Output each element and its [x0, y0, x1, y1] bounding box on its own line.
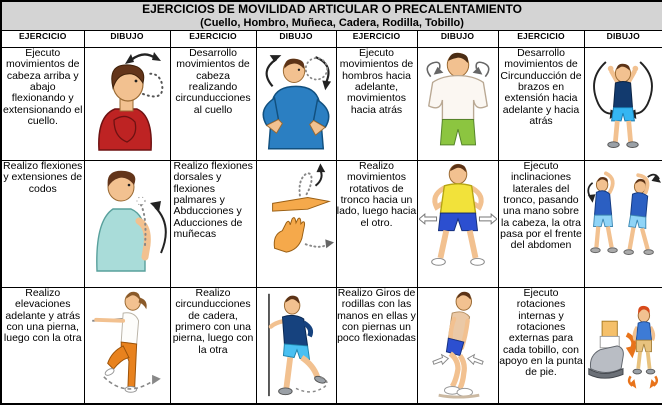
column-header-ejercicio-4: EJERCICIO: [498, 31, 584, 48]
page-title: EJERCICIOS DE MOVILIDAD ARTICULAR O PRECALENTAMIENTO: [142, 2, 522, 17]
trunk-rotation-drawing: [419, 161, 497, 273]
drawing-cell: [584, 161, 662, 288]
exercise-text-cell: Realizo flexiones y extensiones de codos: [1, 161, 84, 288]
table-row: [1, 161, 662, 288]
column-header-ejercicio-1: EJERCICIO: [1, 31, 84, 48]
neck-circumduction-drawing: [257, 48, 335, 152]
hip-circumduction-drawing: [257, 288, 335, 400]
page-subtitle: (Cuello, Hombro, Muñeca, Cadera, Rodilla, Tobillo): [200, 16, 464, 29]
drawing-cell: [84, 48, 170, 161]
drawing-cell: [256, 48, 336, 161]
column-header-dibujo-4: DIBUJO: [584, 31, 662, 48]
exercise-text-cell: Realizo circunducciones de cadera, primero con una pierna, luego con la otra: [170, 288, 256, 404]
column-header-ejercicio-3: EJERCICIO: [336, 31, 417, 48]
exercise-text-cell: Realizo flexiones dorsales y flexiones palmares y Abducciones y Aducciones de muñecas: [170, 161, 256, 288]
knee-circles-drawing: [419, 288, 497, 400]
drawing-cell: [256, 288, 336, 404]
drawing-cell: [584, 48, 662, 161]
table-row: [1, 288, 662, 404]
exercise-text-cell: Desarrollo movimientos de Circunducción de brazos en extensión hacia adelante y hacia atrás: [498, 48, 584, 161]
arm-circumduction-drawing: [585, 48, 661, 152]
drawing-cell: [584, 288, 662, 404]
drawing-cell: [417, 48, 498, 161]
wrist-flexion-drawing: [257, 161, 335, 273]
exercise-text-cell: Ejecuto movimientos de cabeza arriba y abajo flexionando y extensionando el cuello.: [1, 48, 84, 161]
head-flexion-drawing: [87, 48, 167, 152]
exercise-text-cell: Ejecuto inclinaciones laterales del tronco, pasando una mano sobre la cabeza, la otra pasa por el frente del abdomen: [498, 161, 584, 288]
exercise-text-cell: Realizo Giros de rodillas con las manos en ellas y con piernas un poco flexionadas: [336, 288, 417, 404]
drawing-cell: [84, 288, 170, 404]
table-row: [1, 48, 662, 161]
column-header-dibujo-2: DIBUJO: [256, 31, 336, 48]
drawing-cell: [256, 161, 336, 288]
column-header-row: [1, 31, 662, 48]
ankle-rotation-drawing: [585, 288, 661, 400]
exercise-text-cell: Desarrollo movimientos de cabeza realizando circunducciones al cuello: [170, 48, 256, 161]
title-band: [1, 1, 662, 31]
exercise-text-cell: Ejecuto movimientos de hombros hacia adelante, movimientos hacia atrás: [336, 48, 417, 161]
elbow-flexion-drawing: [87, 161, 167, 273]
column-header-ejercicio-2: EJERCICIO: [170, 31, 256, 48]
column-header-dibujo-1: DIBUJO: [84, 31, 170, 48]
exercise-text-cell: Ejecuto rotaciones internas y rotaciones externas para cada tobillo, con apoyo en la punta de pie.: [498, 288, 584, 404]
drawing-cell: [417, 288, 498, 404]
leg-swing-drawing: [87, 288, 167, 400]
exercise-text-cell: Realizo elevaciones adelante y atrás con una pierna, luego con la otra: [1, 288, 84, 404]
drawing-cell: [84, 161, 170, 288]
lateral-bend-drawing: [585, 161, 661, 273]
drawing-cell: [417, 161, 498, 288]
column-header-dibujo-3: DIBUJO: [417, 31, 498, 48]
exercise-text-cell: Realizo movimientos rotativos de tronco hacia un lado, luego hacia el otro.: [336, 161, 417, 288]
shoulder-roll-drawing: [419, 48, 497, 152]
